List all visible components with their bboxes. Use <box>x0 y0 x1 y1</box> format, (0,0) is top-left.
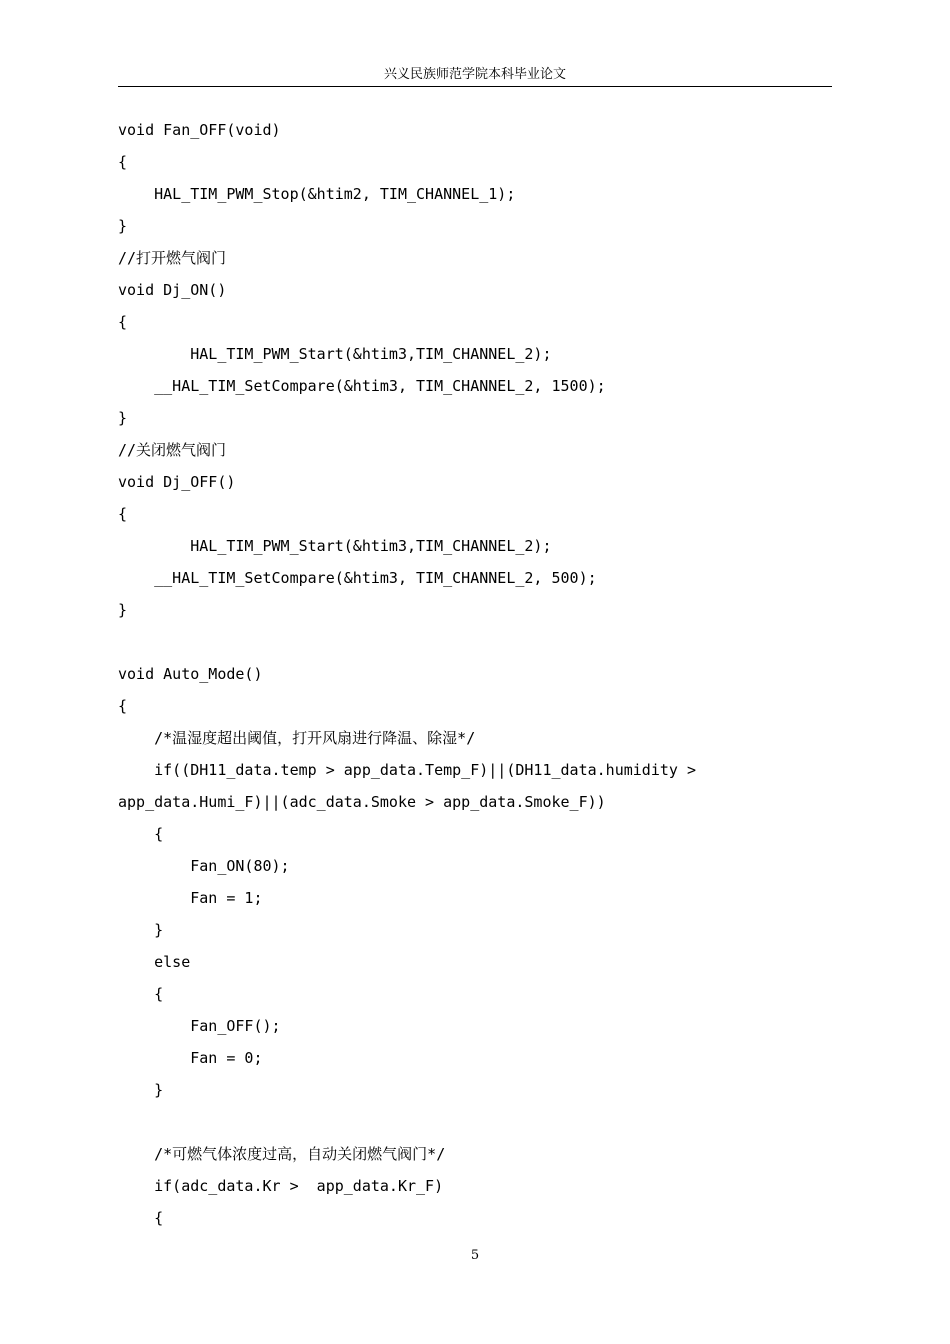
code-line: Fan = 1; <box>118 889 263 907</box>
code-line: Fan_OFF(); <box>118 1017 281 1035</box>
code-line: } <box>118 1081 164 1099</box>
code-line <box>118 626 832 658</box>
code-line: Fan_ON(80); <box>118 857 290 875</box>
code-line: else <box>118 953 191 971</box>
code-line: void Dj_ON() <box>118 281 227 299</box>
code-line: void Auto_Mode() <box>118 665 263 683</box>
code-line: HAL_TIM_PWM_Stop(&htim2, TIM_CHANNEL_1); <box>118 185 516 203</box>
code-line: { <box>118 825 164 843</box>
code-line: { <box>118 1209 164 1227</box>
code-line: HAL_TIM_PWM_Start(&htim3,TIM_CHANNEL_2); <box>118 537 552 555</box>
code-line: void Fan_OFF(void) <box>118 121 281 139</box>
page-header: 兴义民族师范学院本科毕业论文 <box>383 67 566 82</box>
code-line: } <box>118 601 128 619</box>
code-line: __HAL_TIM_SetCompare(&htim3, TIM_CHANNEL_2, 500); <box>118 569 597 587</box>
code-line: __HAL_TIM_SetCompare(&htim3, TIM_CHANNEL_2, 1500); <box>118 377 606 395</box>
code-line: } <box>118 409 128 427</box>
code-line: if(adc_data.Kr > app_data.Kr_F) <box>118 1177 444 1195</box>
code-line: if((DH11_data.temp > app_data.Temp_F)||(DH11_data.humidity > <box>118 761 696 779</box>
code-line: //关闭燃气阀门 <box>118 441 227 459</box>
page-number: 5 <box>470 1248 480 1263</box>
code-line: HAL_TIM_PWM_Start(&htim3,TIM_CHANNEL_2); <box>118 345 552 363</box>
code-line: { <box>118 153 128 171</box>
code-line: } <box>118 921 164 939</box>
header-divider <box>118 86 832 87</box>
code-line: void Dj_OFF() <box>118 473 236 491</box>
code-line: { <box>118 505 128 523</box>
code-line: } <box>118 217 128 235</box>
code-listing <box>118 114 832 1234</box>
code-line: //打开燃气阀门 <box>118 249 227 267</box>
code-line: /*温湿度超出阈值，打开风扇进行降温、除湿*/ <box>118 729 476 747</box>
code-line: { <box>118 985 164 1003</box>
code-line: /*可燃气体浓度过高，自动关闭燃气阀门*/ <box>118 1145 446 1163</box>
code-line: app_data.Humi_F)||(adc_data.Smoke > app_data.Smoke_F)) <box>118 793 606 811</box>
code-line <box>118 1106 832 1138</box>
code-line: { <box>118 697 128 715</box>
code-line: Fan = 0; <box>118 1049 263 1067</box>
code-line: { <box>118 313 128 331</box>
